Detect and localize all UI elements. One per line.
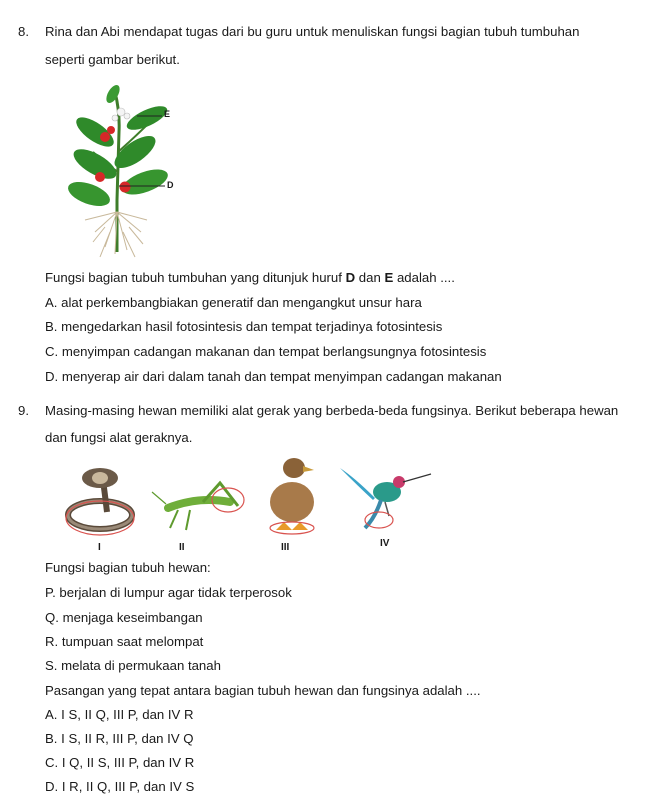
option-8c[interactable]: C. menyimpan cadangan makanan dan tempat berlangsungnya fotosintesis [45, 344, 487, 359]
function-r: R. tumpuan saat melompat [45, 634, 204, 649]
functions-heading: Fungsi bagian tubuh hewan: [45, 560, 211, 575]
prompt-text-3: adalah .... [393, 270, 455, 285]
label-d: D [167, 180, 174, 190]
option-9a[interactable]: A. I S, II Q, III P, dan IV R [45, 707, 194, 722]
label-e: E [164, 109, 171, 119]
option-8b[interactable]: B. mengedarkan hasil fotosintesis dan tempat terjadinya fotosintesis [45, 319, 443, 334]
question-8-number: 8. [18, 24, 29, 39]
option-9c[interactable]: C. I Q, II S, III P, dan IV R [45, 755, 195, 770]
option-9d[interactable]: D. I R, II Q, III P, dan IV S [45, 779, 195, 794]
function-p: P. berjalan di lumpur agar tidak terperosok [45, 585, 292, 600]
question-9-stem-line1: Masing-masing hewan memiliki alat gerak yang berbeda-beda fungsinya. Berikut beberapa hewan [45, 403, 619, 418]
question-8-stem-line1: Rina dan Abi mendapat tugas dari bu guru untuk menuliskan fungsi bagian tubuh tumbuhan [45, 24, 580, 39]
duck-illustration [262, 452, 322, 536]
prompt-letter-e: E [384, 270, 394, 285]
option-8a[interactable]: A. alat perkembangbiakan generatif dan mengangkut unsur hara [45, 295, 422, 310]
animal-label-2: II [179, 542, 185, 553]
function-q: Q. menjaga keseimbangan [45, 610, 203, 625]
option-8d[interactable]: D. menyerap air dari dalam tanah dan tempat menyimpan cadangan makanan [45, 369, 502, 384]
snake-illustration [55, 460, 145, 540]
prompt-letter-d: D [345, 270, 356, 285]
question-9-number: 9. [18, 403, 29, 418]
option-9b[interactable]: B. I S, II R, III P, dan IV Q [45, 731, 194, 746]
grasshopper-illustration [148, 478, 248, 538]
plant-illustration [55, 82, 195, 262]
animal-label-1: I [98, 542, 101, 553]
question-8-stem-line2: seperti gambar berikut. [45, 52, 180, 67]
animal-label-4: IV [380, 538, 390, 549]
question-8-prompt [45, 270, 455, 285]
prompt-text-1: Fungsi bagian tubuh tumbuhan yang ditunjuk huruf [45, 270, 346, 285]
question-9-prompt: Pasangan yang tepat antara bagian tubuh hewan dan fungsinya adalah .... [45, 683, 481, 698]
hummingbird-illustration [335, 458, 435, 538]
animal-label-3: III [281, 542, 290, 553]
prompt-text-2: dan [355, 270, 385, 285]
question-9-stem-line2: dan fungsi alat geraknya. [45, 430, 193, 445]
function-s: S. melata di permukaan tanah [45, 658, 221, 673]
